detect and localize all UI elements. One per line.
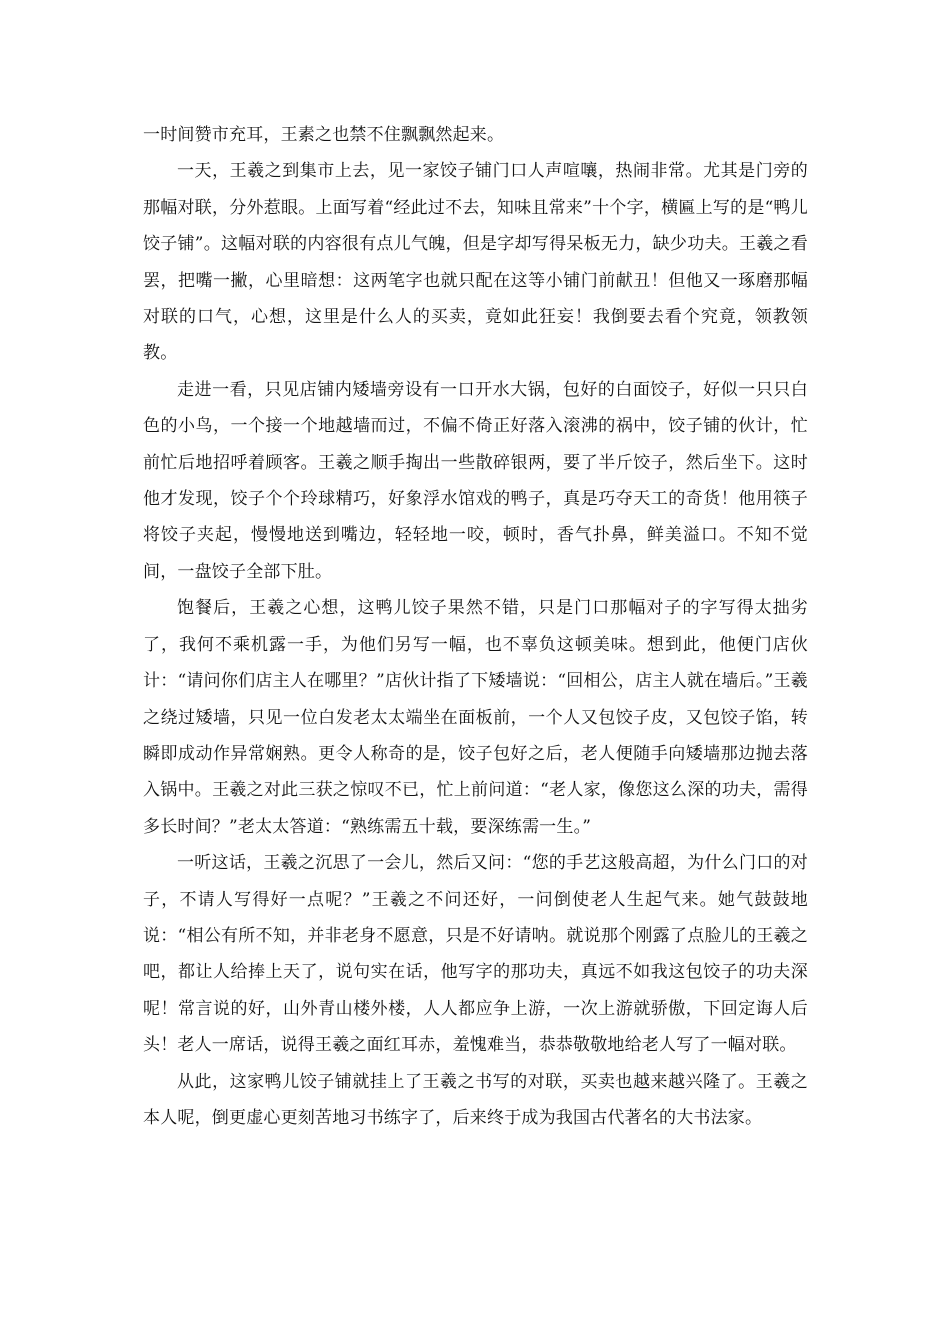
paragraph: 饱餐后，王羲之心想，这鸭儿饺子果然不错，只是门口那幅对子的字写得太拙劣了，我何不乘机露一手，为他们另写一幅，也不辜负这顿美味。想到此，他便门店伙计：“请问你们店主人在哪里？”店伙计指了下矮墙说：“回相公，店主人就在墙后。”王羲之绕过矮墙，只见一位白发老太太端坐在面板前，一个人又包饺子皮，又包饺子馅，转瞬即成动作异常娴熟。更令人称奇的是，饺子包好之后，老人便随手向矮墙那边抛去落入锅中。王羲之对此三获之惊叹不已，忙上前问道：“老人家，像您这么深的功夫，需得多长时间？”老太太答道：“熟练需五十载，要深练需一生。” [143,598,808,837]
paragraph: 一天，王羲之到集市上去，见一家饺子铺门口人声喧嚷，热闹非常。尤其是门旁的那幅对联，分外惹眼。上面写着“经此过不去，知味且常来”十个字，横匾上写的是“鸭儿饺子铺”。这幅对联的内容很有点儿气魄，但是字却写得呆板无力，缺少功夫。王羲之看罢，把嘴一撇，心里暗想：这两笔字也就只配在这等小铺门前献丑！但他又一琢磨那幅对联的口气，心想，这里是什么人的买卖，竟如此狂妄！我倒要去看个究竟，领教领教。 [143,161,808,364]
paragraph: 一听这话，王羲之沉思了一会儿，然后又问：“您的手艺这般高超，为什么门口的对子，不请人写得好一点呢？”王羲之不问还好，一问倒使老人生起气来。她气鼓鼓地说：“相公有所不知，并非老身不愿意，只是不好请呐。就说那个刚露了点脸儿的王羲之吧，都让人给捧上天了，说句实在话，他写字的那功夫，真远不如我这包饺子的功夫深呢！常言说的好，山外青山楼外楼，人人都应争上游，一次上游就骄傲，下回定诲人后头！老人一席话，说得王羲之面红耳赤，羞愧难当，恭恭敬敬地给老人写了一幅对联。 [143,853,808,1056]
document-body [143,117,808,1136]
paragraph: 一时间赞市充耳，王素之也禁不住飘飘然起来。 [143,125,505,145]
paragraph: 从此，这家鸭儿饺子铺就挂上了王羲之书写的对联，买卖也越来越兴隆了。王羲之本人呢，倒更虚心更刻苦地习书练字了，后来终于成为我国古代著名的大书法家。 [143,1071,808,1128]
paragraph: 走进一看，只见店铺内矮墙旁设有一口开水大锅，包好的白面饺子，好似一只只白色的小鸟，一个接一个地越墙而过，不偏不倚正好落入滚沸的祸中，饺子铺的伙计，忙前忙后地招呼着顾客。王羲之顺手掏出一些散碎银两，要了半斤饺子，然后坐下。这时他才发现，饺子个个玲球精巧，好象浮水馆戏的鸭子，真是巧夺天工的奇货！他用筷子将饺子夹起，慢慢地送到嘴边，轻轻地一咬，顿时，香气扑鼻，鲜美溢口。不知不觉间，一盘饺子全部下肚。 [143,379,808,582]
